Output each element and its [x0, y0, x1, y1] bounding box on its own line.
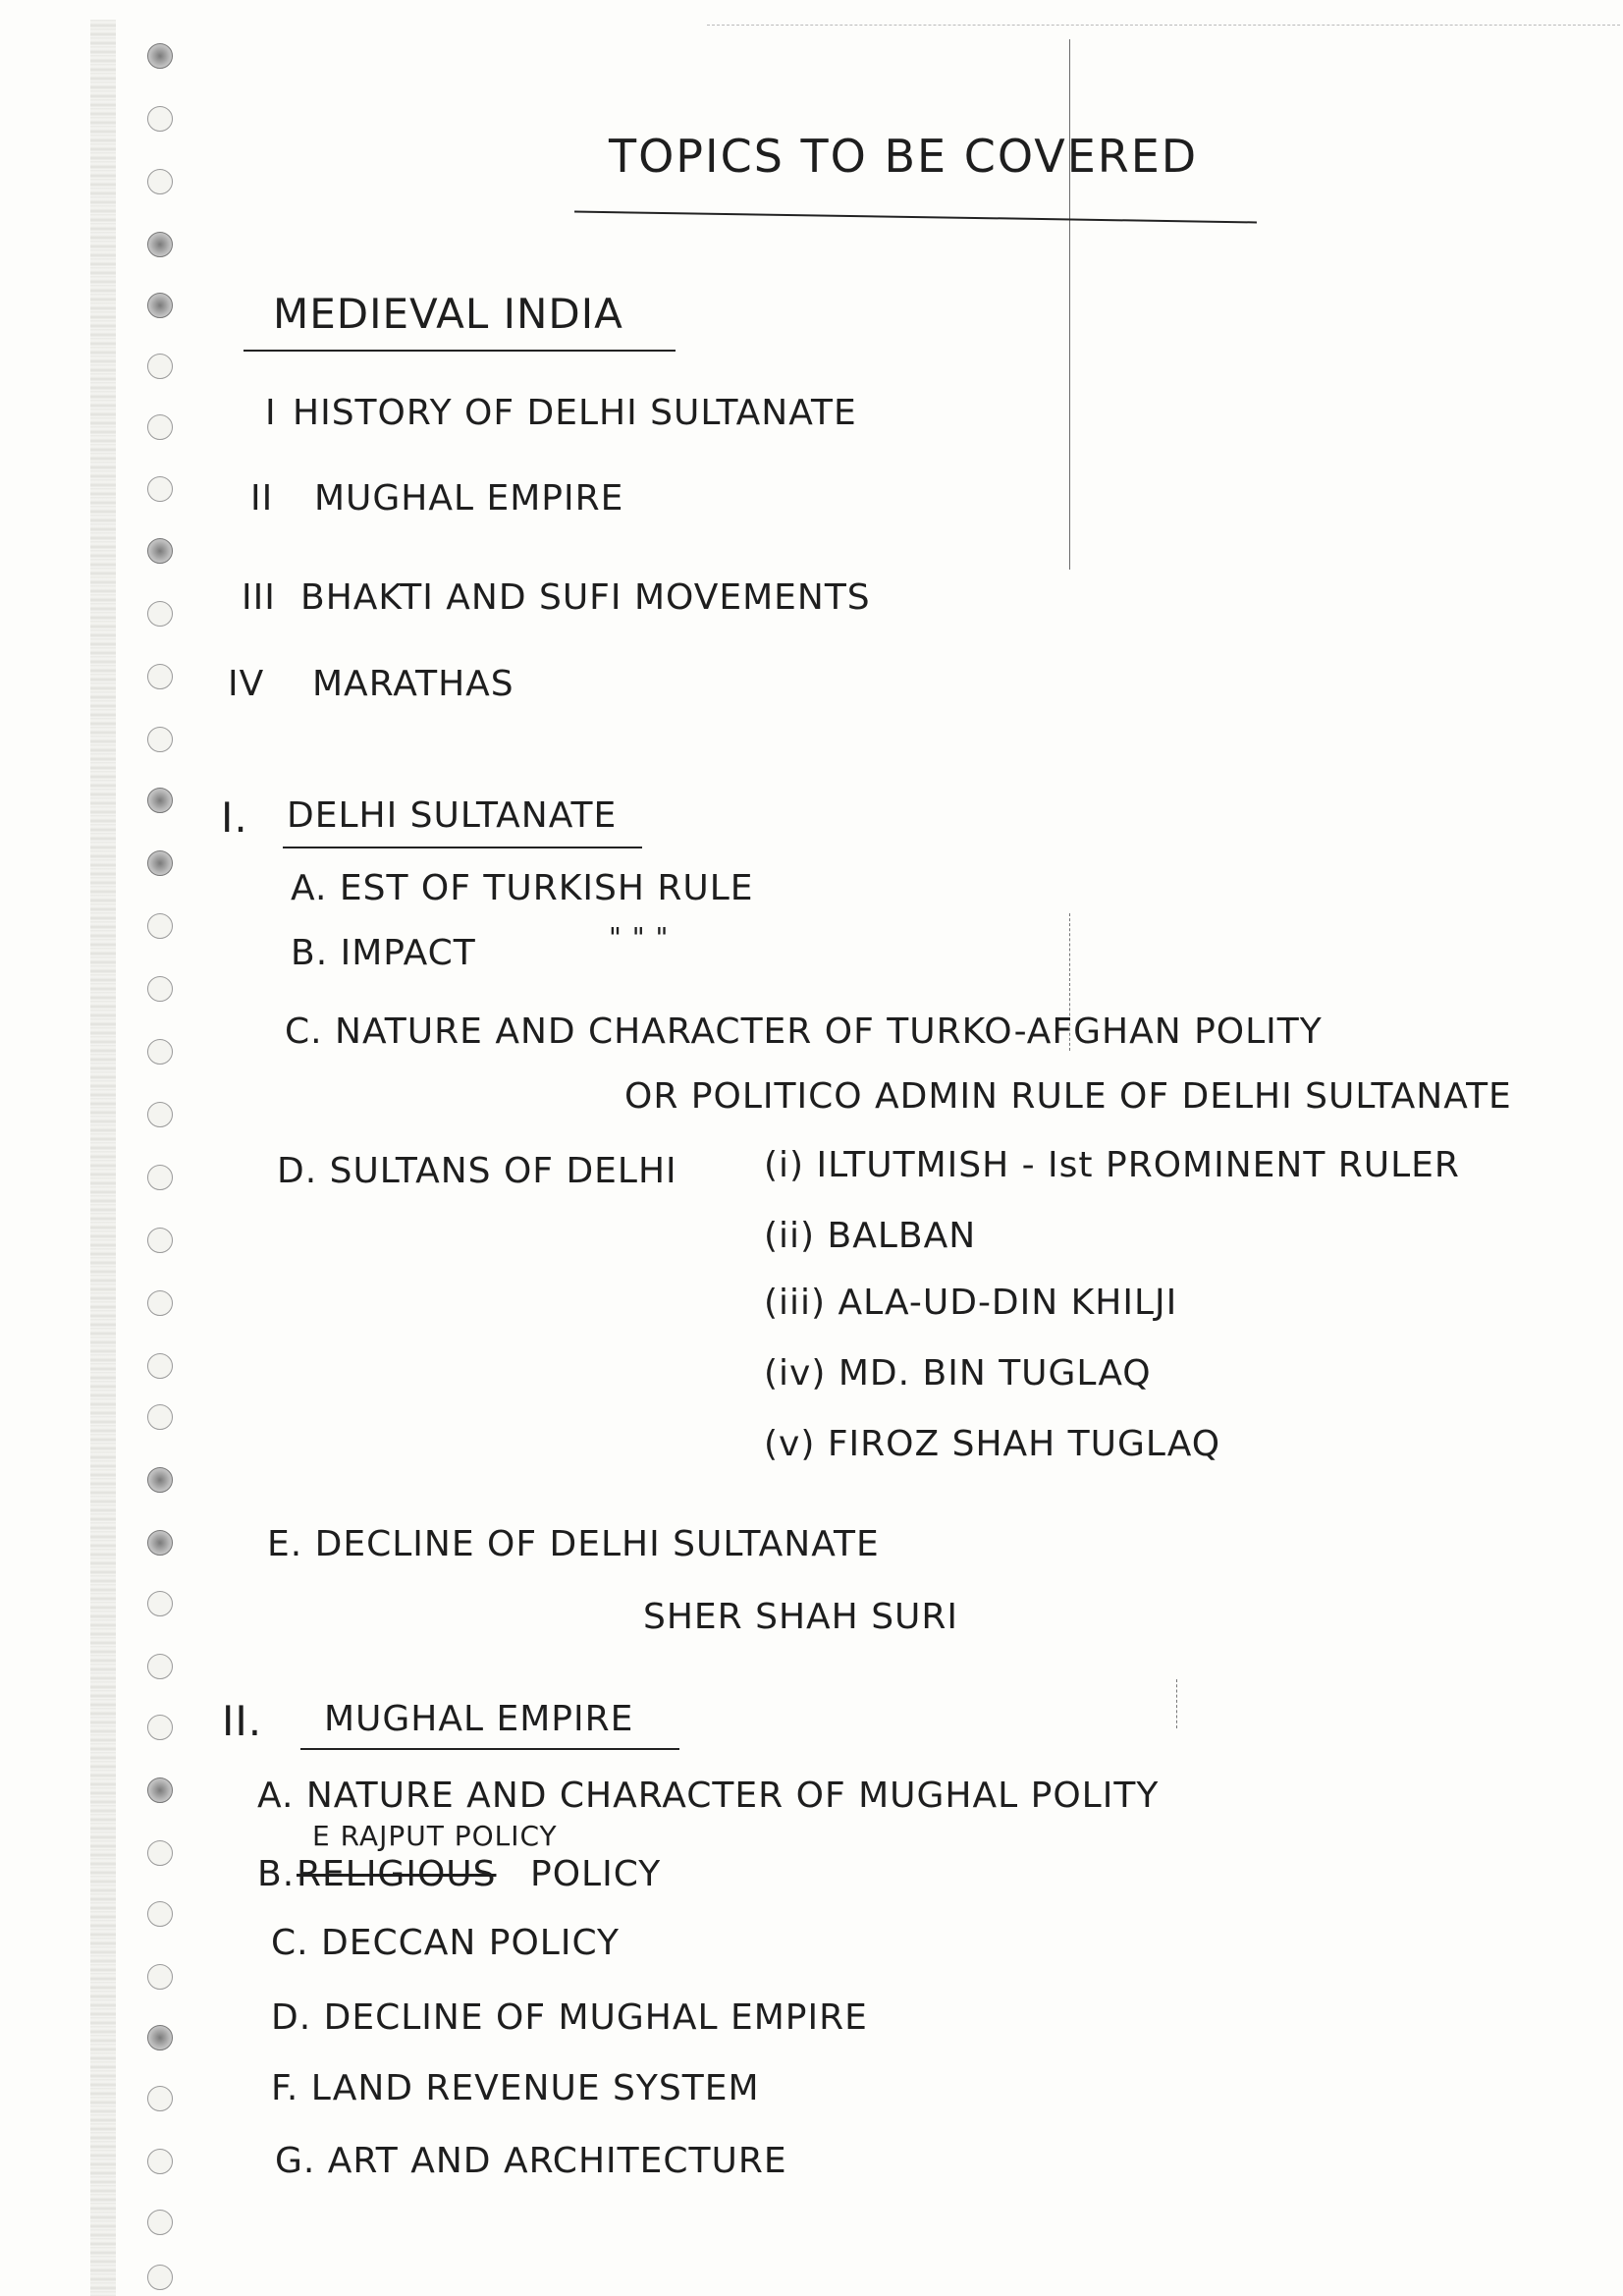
topic-item: B. IMPACT	[291, 933, 476, 973]
binder-hole	[147, 1165, 173, 1190]
topic-item-text: POLICY	[530, 1854, 662, 1894]
part-heading-underline	[300, 1748, 679, 1750]
binder-hole	[147, 1039, 173, 1065]
sultan-item: (iv) MD. BIN TUGLAQ	[764, 1353, 1152, 1394]
fold-line	[1069, 39, 1070, 570]
binder-hole	[147, 2025, 173, 2050]
part-number: II.	[222, 1697, 263, 1745]
binder-hole	[147, 354, 173, 379]
binder-hole	[147, 2086, 173, 2111]
page-title: TOPICS TO BE COVERED	[609, 130, 1199, 183]
roman-numeral: I	[265, 393, 277, 433]
topic-subitem: SHER SHAH SURI	[643, 1597, 959, 1637]
binding-margin	[90, 20, 116, 2296]
binder-hole	[147, 1901, 173, 1927]
binder-hole	[147, 976, 173, 1002]
list-item-text: MARATHAS	[312, 664, 514, 704]
binder-hole	[147, 1840, 173, 1866]
part-heading: DELHI SULTANATE	[287, 795, 618, 836]
inserted-correction: E RAJPUT POLICY	[312, 1820, 558, 1852]
sultan-item: (v) FIROZ SHAH TUGLAQ	[764, 1424, 1221, 1464]
binder-hole	[147, 1530, 173, 1556]
title-underline	[574, 211, 1257, 224]
sultan-item: (iii) ALA-UD-DIN KHILJI	[764, 1283, 1178, 1323]
topic-item: E. DECLINE OF DELHI SULTANATE	[267, 1524, 880, 1564]
binder-hole	[147, 169, 173, 194]
roman-numeral: III	[242, 577, 276, 618]
part-number: I.	[221, 793, 248, 842]
binder-hole	[147, 1964, 173, 1990]
binder-hole	[147, 1654, 173, 1679]
binder-hole	[147, 788, 173, 813]
binder-hole	[147, 1102, 173, 1127]
list-item-text: MUGHAL EMPIRE	[314, 478, 624, 519]
binder-hole	[147, 2149, 173, 2174]
topic-letter: B.	[257, 1854, 296, 1894]
binder-hole	[147, 293, 173, 318]
topic-item-continued: OR POLITICO ADMIN RULE OF DELHI SULTANATE	[624, 1076, 1512, 1117]
list-item-text: BHAKTI AND SUFI MOVEMENTS	[300, 577, 871, 618]
section-underline	[243, 350, 676, 352]
binder-hole	[147, 2210, 173, 2235]
binder-hole	[147, 1228, 173, 1253]
struck-text: RELIGIOUS	[297, 1854, 497, 1894]
binder-hole	[147, 1353, 173, 1379]
binder-hole	[147, 476, 173, 502]
binder-hole	[147, 601, 173, 627]
topic-item: C. NATURE AND CHARACTER OF TURKO-AFGHAN POLITY	[285, 1011, 1323, 1052]
binder-hole	[147, 1591, 173, 1616]
section-heading: MEDIEVAL INDIA	[273, 290, 623, 338]
list-item-text: HISTORY OF DELHI SULTANATE	[293, 393, 857, 433]
page-edge-line	[707, 25, 1620, 27]
binder-hole	[147, 43, 173, 69]
binder-hole	[147, 414, 173, 440]
binder-hole	[147, 232, 173, 257]
topic-item: G. ART AND ARCHITECTURE	[275, 2141, 787, 2181]
binder-hole	[147, 1467, 173, 1493]
topic-item: C. DECCAN POLICY	[271, 1923, 620, 1963]
part-heading-underline	[283, 847, 642, 848]
fold-line-dashed	[1176, 1679, 1178, 1728]
roman-numeral: II	[250, 478, 274, 519]
binder-hole	[147, 1715, 173, 1740]
binder-hole	[147, 538, 173, 564]
topic-item: D. DECLINE OF MUGHAL EMPIRE	[271, 1997, 868, 2038]
part-heading: MUGHAL EMPIRE	[324, 1699, 634, 1739]
binder-hole	[147, 913, 173, 939]
topic-item: D. SULTANS OF DELHI	[277, 1151, 677, 1191]
binder-hole	[147, 1404, 173, 1430]
sultan-item: (ii) BALBAN	[764, 1216, 977, 1256]
binder-hole	[147, 1777, 173, 1803]
binder-hole	[147, 850, 173, 876]
topic-item: F. LAND REVENUE SYSTEM	[271, 2068, 760, 2108]
binder-hole	[147, 727, 173, 752]
binder-hole	[147, 1290, 173, 1316]
sultan-item: (i) ILTUTMISH - Ist PROMINENT RULER	[764, 1145, 1460, 1185]
binder-hole	[147, 2265, 173, 2290]
binder-hole	[147, 664, 173, 689]
ditto-marks: " " "	[609, 921, 670, 954]
topic-item: A. EST OF TURKISH RULE	[291, 868, 754, 908]
topic-item: A. NATURE AND CHARACTER OF MUGHAL POLITY	[257, 1776, 1160, 1816]
binder-hole	[147, 106, 173, 132]
roman-numeral: IV	[228, 664, 265, 704]
